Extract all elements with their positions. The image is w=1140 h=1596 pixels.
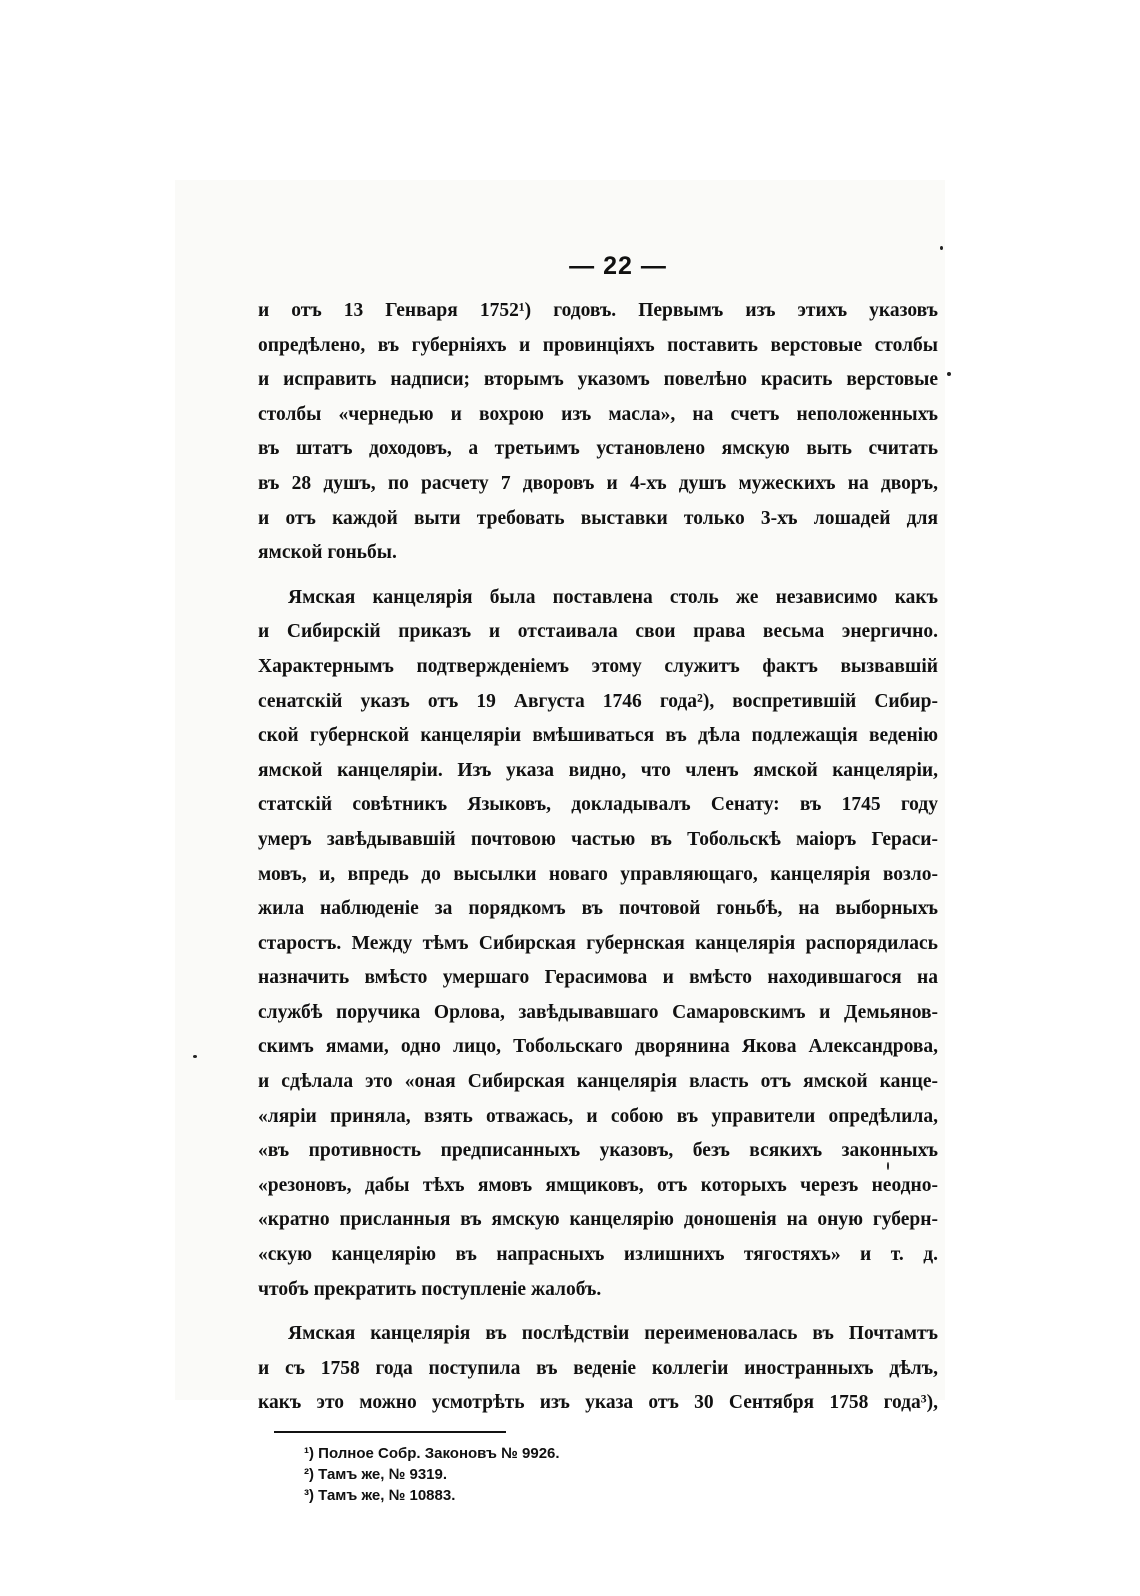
- footnotes: [258, 1443, 938, 1506]
- text-line: ямской канцеляріи. Изъ указа видно, что членъ ямской канцеляріи,: [258, 759, 938, 781]
- text-line: и отъ каждой выти требовать выставки только 3-хъ лошадей для: [258, 507, 938, 529]
- text-line: Ямская канцелярія была поставлена столь же независимо какъ: [288, 586, 938, 608]
- scan-speck: [947, 372, 951, 376]
- text-line: мовъ, и, впредь до высылки новаго управляющаго, канцелярія возло-: [258, 863, 938, 885]
- text-line: въ штатъ доходовъ, а третьимъ установлено ямскую выть считать: [258, 438, 938, 460]
- text-line: «ляріи приняла, взять отважась, и собою въ управители опредѣлила,: [258, 1105, 938, 1127]
- paragraph-3: [258, 1317, 938, 1421]
- footnote: ³) Тамъ же, № 10883.: [304, 1487, 456, 1504]
- text-line: старостъ. Между тѣмъ Сибирская губернская канцелярія распорядилась: [258, 932, 938, 954]
- text-line: ской губернской канцеляріи вмѣшиваться въ дѣла подлежащія веденію: [258, 725, 938, 747]
- text-line: службѣ поручика Орлова, завѣдывавшаго Самаровскимъ и Демьянов-: [258, 1001, 938, 1023]
- text-line: и исправить надписи; вторымъ указомъ повелѣно красить верстовые: [258, 369, 938, 391]
- text-line: «въ противность предписанныхъ указовъ, безъ всякихъ законныхъ: [258, 1140, 938, 1162]
- text-line: какъ это можно усмотрѣть изъ указа отъ 30 Сентября 1758 года³),: [258, 1392, 938, 1414]
- text-line: Ямская канцелярія въ послѣдствіи переименовалась въ Почтамтъ: [288, 1323, 938, 1345]
- text-line: умеръ завѣдывавшій почтовою частью въ Тобольскѣ маіоръ Гераси-: [258, 828, 938, 850]
- text-line: жила наблюденіе за порядкомъ въ почтовой гоньбѣ, на выборныхъ: [258, 898, 938, 920]
- text-line: и сдѣлала это «оная Сибирская канцелярія власть отъ ямской канце-: [258, 1071, 938, 1093]
- text-line: «резоновъ, дабы тѣхъ ямовъ ямщиковъ, отъ которыхъ черезъ неодно-: [258, 1174, 938, 1196]
- scan-speck: [940, 246, 943, 250]
- document-page: [258, 238, 938, 1506]
- text-line: и съ 1758 года поступила въ веденіе коллегіи иностранныхъ дѣлъ,: [258, 1357, 938, 1379]
- footnote-divider: [274, 1431, 506, 1433]
- text-line: «кратно присланныя въ ямскую канцелярію доношенія на оную губерн-: [258, 1209, 938, 1231]
- text-line: сенатскій указъ отъ 19 Августа 1746 года²), воспретившій Сибир-: [258, 690, 938, 712]
- scan-speck: [193, 1055, 197, 1058]
- text-line: столбы «чернедью и вохрою изъ масла», на счетъ неположенныхъ: [258, 403, 938, 425]
- text-line: и Сибирскій приказъ и отстаивала свои права весьма энергично.: [258, 621, 938, 643]
- body-text: [258, 294, 938, 1421]
- text-line: Характернымъ подтвержденіемъ этому служитъ фактъ вызвавшій: [258, 655, 938, 677]
- text-line: ямской гоньбы.: [258, 542, 397, 564]
- footnote: ²) Тамъ же, № 9319.: [304, 1466, 448, 1483]
- text-line: скимъ ямами, одно лицо, Тобольскаго дворянина Якова Александрова,: [258, 1036, 938, 1058]
- paragraph-1: [258, 294, 938, 571]
- paragraph-2: [258, 581, 938, 1307]
- text-line: чтобъ прекратить поступленіе жалобъ.: [258, 1278, 602, 1300]
- text-line: и отъ 13 Генваря 1752¹) годовъ. Первымъ изъ этихъ указовъ: [258, 300, 938, 321]
- text-line: «скую канцелярію въ напрасныхъ излишнихъ тягостяхъ» и т. д.: [258, 1244, 938, 1266]
- text-line: статскій совѣтникъ Языковъ, докладывалъ Сенату: въ 1745 году: [258, 794, 938, 816]
- text-line: опредѣлено, въ губерніяхъ и провинціяхъ поставить верстовые столбы: [258, 334, 938, 356]
- text-line: назначить вмѣсто умершаго Герасимова и вмѣсто находившагося на: [258, 967, 938, 989]
- footnote: ¹) Полное Собр. Законовъ № 9926.: [304, 1445, 560, 1462]
- text-line: въ 28 душъ, по расчету 7 дворовъ и 4-хъ душъ мужескихъ на дворъ,: [258, 472, 938, 494]
- page-number: — 22 —: [569, 252, 667, 280]
